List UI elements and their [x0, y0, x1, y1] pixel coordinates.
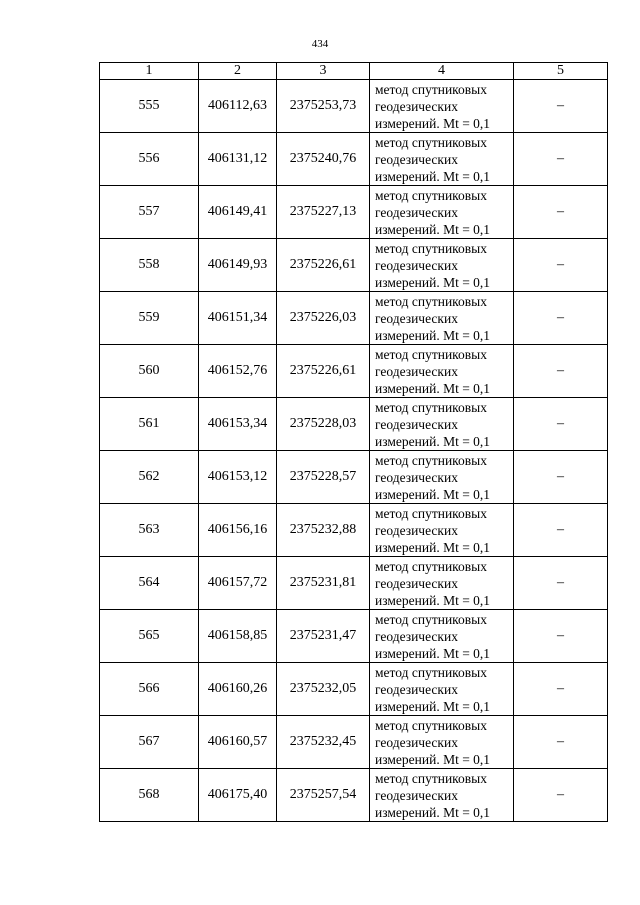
point-number-cell: 566: [100, 663, 199, 716]
table-row: [100, 133, 608, 186]
note-cell: –: [514, 716, 608, 769]
x-coordinate-cell: 406151,34: [199, 292, 277, 345]
method-text-line: измерений. Mt = 0,1: [375, 380, 491, 396]
x-coordinate-cell: 406160,57: [199, 716, 277, 769]
page-number: 434: [311, 38, 329, 50]
method-text-line: метод спутниковых: [375, 134, 487, 150]
method-text-line: геодезических: [375, 416, 458, 432]
note-cell: –: [514, 133, 608, 186]
y-coordinate-cell: 2375232,88: [277, 504, 370, 557]
header-col-4: 4: [370, 63, 514, 80]
method-text-line: метод спутниковых: [375, 240, 487, 256]
table-row: [100, 663, 608, 716]
coordinates-table: [99, 62, 608, 822]
point-number-cell: 560: [100, 345, 199, 398]
header-col-3: 3: [277, 63, 370, 80]
point-number-cell: 564: [100, 557, 199, 610]
x-coordinate-cell: 406112,63: [199, 80, 277, 133]
method-text-line: метод спутниковых: [375, 611, 487, 627]
point-number-cell: 556: [100, 133, 199, 186]
note-cell: –: [514, 557, 608, 610]
header-row: [100, 63, 608, 80]
header-col-5: 5: [514, 63, 608, 80]
y-coordinate-cell: 2375232,05: [277, 663, 370, 716]
y-coordinate-cell: 2375231,47: [277, 610, 370, 663]
method-text-line: измерений. Mt = 0,1: [375, 486, 491, 502]
y-coordinate-cell: 2375226,61: [277, 239, 370, 292]
y-coordinate-cell: 2375240,76: [277, 133, 370, 186]
method-text-line: геодезических: [375, 204, 458, 220]
method-text-line: геодезических: [375, 257, 458, 273]
point-number-cell: 559: [100, 292, 199, 345]
point-number-cell: 563: [100, 504, 199, 557]
note-cell: –: [514, 292, 608, 345]
table-row: [100, 504, 608, 557]
method-text-line: измерений. Mt = 0,1: [375, 115, 491, 131]
table-row: [100, 769, 608, 822]
point-number-cell: 561: [100, 398, 199, 451]
method-text-line: метод спутниковых: [375, 558, 487, 574]
y-coordinate-cell: 2375232,45: [277, 716, 370, 769]
y-coordinate-cell: 2375228,03: [277, 398, 370, 451]
method-cell: [370, 504, 514, 557]
method-text-line: метод спутниковых: [375, 452, 487, 468]
note-cell: –: [514, 398, 608, 451]
y-coordinate-cell: 2375227,13: [277, 186, 370, 239]
table-row: [100, 557, 608, 610]
note-cell: –: [514, 504, 608, 557]
method-text-line: геодезических: [375, 787, 458, 803]
x-coordinate-cell: 406149,41: [199, 186, 277, 239]
x-coordinate-cell: 406160,26: [199, 663, 277, 716]
y-coordinate-cell: 2375253,73: [277, 80, 370, 133]
table-row: [100, 451, 608, 504]
note-cell: –: [514, 239, 608, 292]
y-coordinate-cell: 2375257,54: [277, 769, 370, 822]
table-row: [100, 398, 608, 451]
y-coordinate-cell: 2375231,81: [277, 557, 370, 610]
table-row: [100, 345, 608, 398]
method-text-line: измерений. Mt = 0,1: [375, 804, 491, 820]
method-cell: [370, 769, 514, 822]
x-coordinate-cell: 406157,72: [199, 557, 277, 610]
method-cell: [370, 292, 514, 345]
method-text-line: измерений. Mt = 0,1: [375, 221, 491, 237]
method-text-line: метод спутниковых: [375, 717, 487, 733]
method-text-line: метод спутниковых: [375, 399, 487, 415]
method-cell: [370, 186, 514, 239]
method-text-line: измерений. Mt = 0,1: [375, 433, 491, 449]
note-cell: –: [514, 186, 608, 239]
method-cell: [370, 80, 514, 133]
x-coordinate-cell: 406158,85: [199, 610, 277, 663]
point-number-cell: 565: [100, 610, 199, 663]
method-cell: [370, 239, 514, 292]
point-number-cell: 555: [100, 80, 199, 133]
x-coordinate-cell: 406131,12: [199, 133, 277, 186]
note-cell: –: [514, 345, 608, 398]
method-text-line: измерений. Mt = 0,1: [375, 645, 491, 661]
method-text-line: метод спутниковых: [375, 664, 487, 680]
table-row: [100, 239, 608, 292]
x-coordinate-cell: 406149,93: [199, 239, 277, 292]
y-coordinate-cell: 2375226,61: [277, 345, 370, 398]
table-body: [100, 80, 608, 822]
method-text-line: измерений. Mt = 0,1: [375, 274, 491, 290]
method-cell: [370, 345, 514, 398]
method-text-line: измерений. Mt = 0,1: [375, 698, 491, 714]
point-number-cell: 567: [100, 716, 199, 769]
method-text-line: геодезических: [375, 575, 458, 591]
y-coordinate-cell: 2375226,03: [277, 292, 370, 345]
point-number-cell: 557: [100, 186, 199, 239]
method-text-line: метод спутниковых: [375, 81, 487, 97]
table-row: [100, 186, 608, 239]
point-number-cell: 562: [100, 451, 199, 504]
x-coordinate-cell: 406175,40: [199, 769, 277, 822]
method-cell: [370, 716, 514, 769]
method-text-line: геодезических: [375, 310, 458, 326]
method-text-line: геодезических: [375, 469, 458, 485]
method-text-line: геодезических: [375, 628, 458, 644]
method-text-line: геодезических: [375, 98, 458, 114]
note-cell: –: [514, 769, 608, 822]
method-text-line: метод спутниковых: [375, 187, 487, 203]
method-text-line: измерений. Mt = 0,1: [375, 592, 491, 608]
method-cell: [370, 663, 514, 716]
method-cell: [370, 133, 514, 186]
table-row: [100, 610, 608, 663]
table-row: [100, 292, 608, 345]
method-text-line: метод спутниковых: [375, 505, 487, 521]
x-coordinate-cell: 406152,76: [199, 345, 277, 398]
method-text-line: измерений. Mt = 0,1: [375, 751, 491, 767]
x-coordinate-cell: 406153,34: [199, 398, 277, 451]
x-coordinate-cell: 406156,16: [199, 504, 277, 557]
method-text-line: геодезических: [375, 734, 458, 750]
table-row: [100, 80, 608, 133]
note-cell: –: [514, 451, 608, 504]
method-text-line: измерений. Mt = 0,1: [375, 327, 491, 343]
y-coordinate-cell: 2375228,57: [277, 451, 370, 504]
table-row: [100, 716, 608, 769]
method-cell: [370, 610, 514, 663]
header-col-2: 2: [199, 63, 277, 80]
method-text-line: геодезических: [375, 363, 458, 379]
method-text-line: метод спутниковых: [375, 293, 487, 309]
method-text-line: геодезических: [375, 522, 458, 538]
table-header: [100, 63, 608, 80]
note-cell: –: [514, 80, 608, 133]
header-col-1: 1: [100, 63, 199, 80]
note-cell: –: [514, 663, 608, 716]
method-cell: [370, 398, 514, 451]
x-coordinate-cell: 406153,12: [199, 451, 277, 504]
point-number-cell: 568: [100, 769, 199, 822]
method-text-line: измерений. Mt = 0,1: [375, 539, 491, 555]
method-text-line: геодезических: [375, 151, 458, 167]
method-text-line: метод спутниковых: [375, 346, 487, 362]
note-cell: –: [514, 610, 608, 663]
method-text-line: геодезических: [375, 681, 458, 697]
method-text-line: измерений. Mt = 0,1: [375, 168, 491, 184]
method-text-line: метод спутниковых: [375, 770, 487, 786]
method-cell: [370, 557, 514, 610]
method-cell: [370, 451, 514, 504]
point-number-cell: 558: [100, 239, 199, 292]
